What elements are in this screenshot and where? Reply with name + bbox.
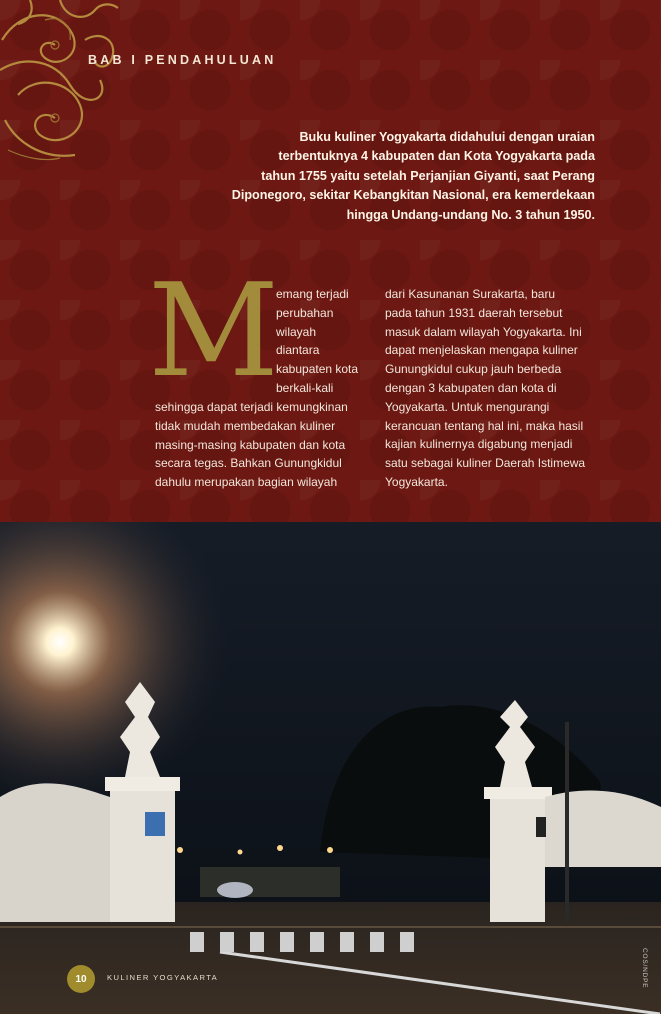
left-column-top <box>276 285 358 398</box>
body-line: masing-masing kabupaten dan kota <box>155 437 346 452</box>
body-line: secara tegas. Bahkan Gunungkidul <box>155 456 342 471</box>
body-line: dahulu merupakan bagian wilayah <box>155 475 338 490</box>
body-line: diantara <box>276 343 320 358</box>
photo-credit: COS/NDPE <box>641 948 648 989</box>
page-number: 10 <box>67 965 95 993</box>
body-line: kajian kulinernya digabung menjadi <box>385 437 573 452</box>
body-line: emang terjadi <box>276 287 349 301</box>
night-gate-photo <box>0 522 661 1014</box>
lead-line: terbentuknya 4 kabupaten dan Kota Yogyakarta pada <box>278 149 595 164</box>
body-line: satu sebagai kuliner Daerah Istimewa <box>385 456 586 471</box>
body-line: Gunungkidul cukup jauh berbeda <box>385 362 562 377</box>
body-line: tidak mudah membedakan kuliner <box>155 418 336 433</box>
chapter-title: BAB I PENDAHULUAN <box>88 53 277 67</box>
drop-cap: M <box>148 257 280 406</box>
body-line: dengan 3 kabupaten dan kota di <box>385 380 557 395</box>
body-line: Yogyakarta. <box>385 474 448 489</box>
left-column-bottom <box>155 398 348 492</box>
lead-line: tahun 1755 yaitu setelah Perjanjian Giyanti, saat Perang <box>261 168 595 183</box>
body-line: perubahan <box>276 305 334 320</box>
body-line: pada tahun 1931 daerah tersebut <box>385 305 563 320</box>
lead-paragraph <box>220 128 595 225</box>
body-line: wilayah <box>276 324 317 339</box>
lead-line: hingga Undang-undang No. 3 tahun 1950. <box>346 207 595 222</box>
batik-ornament-icon <box>0 0 130 165</box>
lead-line: Buku kuliner Yogyakarta didahului dengan uraian <box>299 130 595 144</box>
body-line: kerancuan tentang hal ini, maka hasil <box>385 418 584 433</box>
body-line: dari Kasunanan Surakarta, baru <box>385 287 556 301</box>
body-line: berkali-kali <box>276 380 334 395</box>
lead-line: Diponegoro, sekitar Kebangkitan Nasional, era kemerdekaan <box>231 188 595 203</box>
body-line: sehingga dapat terjadi kemungkinan <box>155 400 348 414</box>
body-line: masuk dalam wilayah Yogyakarta. Ini <box>385 324 582 339</box>
right-column <box>385 285 585 492</box>
body-line: kabupaten kota <box>276 362 359 377</box>
body-line: dapat menjelaskan mengapa kuliner <box>385 343 578 358</box>
running-footer: KULINER YOGYAKARTA <box>107 973 219 982</box>
body-line: Yogyakarta. Untuk mengurangi <box>385 399 550 414</box>
